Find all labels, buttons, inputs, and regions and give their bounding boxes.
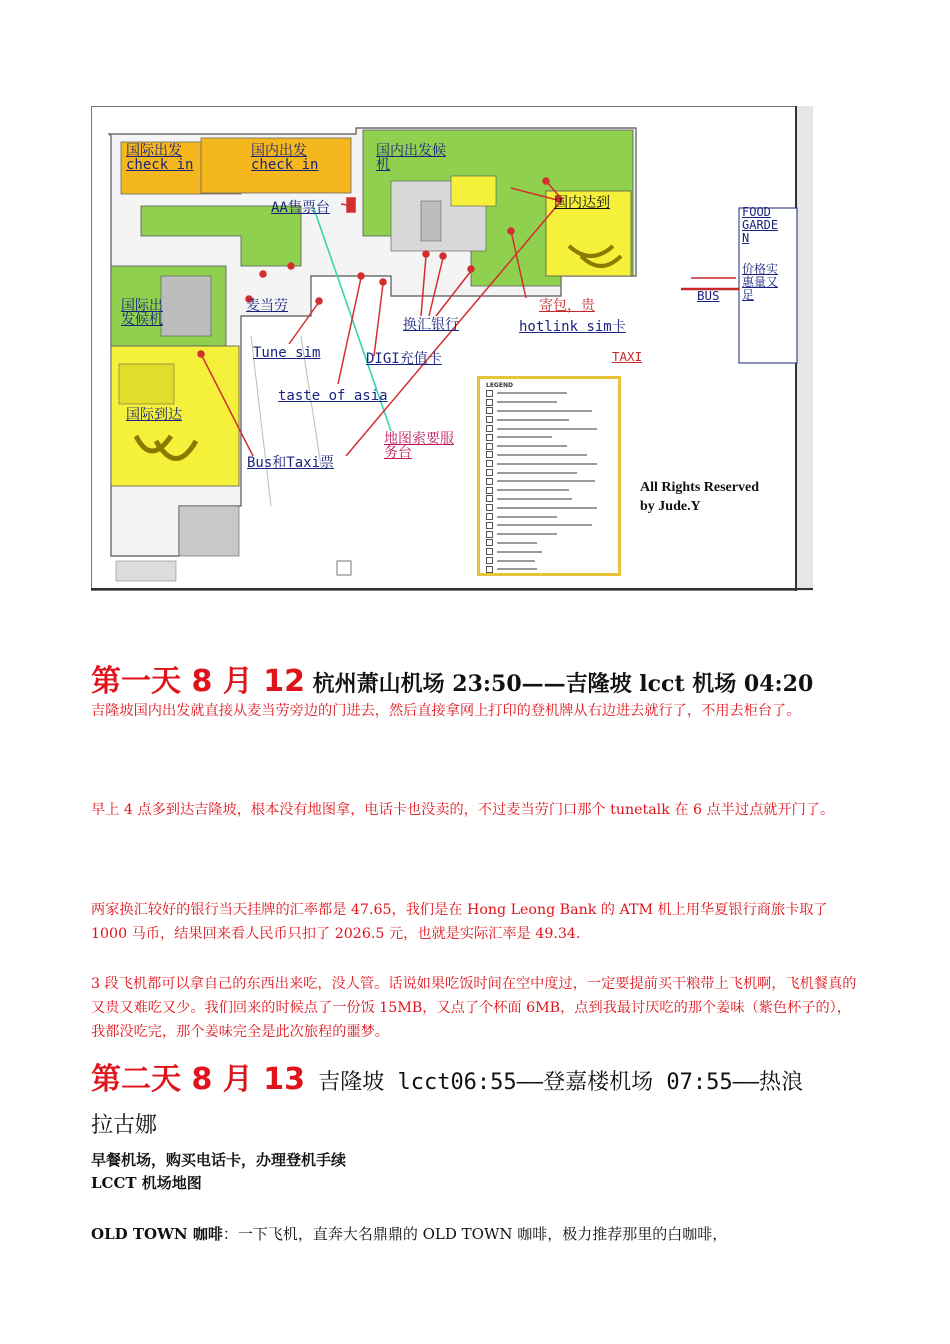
label-mcd: 麦当劳 — [246, 298, 288, 314]
day2-title-big: 第二天 8 月 13 — [91, 1062, 305, 1097]
label-dom-checkin: 国内出发 check in — [251, 143, 319, 173]
day1-heading — [91, 656, 813, 700]
day1-paragraph-2: 早上 4 点多到达吉隆坡，根本没有地图拿，电话卡也没卖的，不过麦当劳门口那个 tunetalk 在 6 点半过点就开门了。 — [91, 802, 835, 818]
old-town-label: OLD TOWN 咖啡 — [91, 1225, 223, 1243]
day2-title-route: 吉隆坡 lcct06:55——登嘉楼机场 07:55——热浪 — [304, 1070, 804, 1095]
day2-heading-wrap — [91, 1108, 157, 1139]
map-legend — [477, 376, 621, 576]
label-bus-taxi: Bus和Taxi票 — [247, 455, 335, 471]
label-bus: BUS — [697, 288, 720, 303]
day2-bold-line-1: 早餐机场，购买电话卡，办理登机手续 — [91, 1151, 347, 1169]
copyright-note: All Rights Reserved by Jude.Y — [640, 480, 759, 514]
label-taste-asia: taste of asia — [278, 388, 388, 404]
day2-old-town-paragraph — [91, 1222, 871, 1246]
label-dom-arrival: 国内达到 — [554, 195, 610, 211]
label-hotlink: hotlink sim卡 — [519, 319, 626, 335]
label-tune-sim: Tune sim — [253, 345, 321, 361]
day2-title-wrap: 拉古娜 — [91, 1113, 158, 1138]
day1-title-route: 杭州萧山机场 23:50——吉隆坡 lcct 机场 04:20 — [304, 671, 814, 697]
day1-paragraph-3: 两家换汇较好的银行当天挂牌的汇率都是 47.65，我们是在 Hong Leong Bank 的 ATM 机上用华夏银行商旅卡取了 1000 马币，结果回来看人民币只扣了 2026.5 元，也就是实际汇率是 49.34. — [91, 902, 828, 942]
day1-paragraph-1: 吉隆坡国内出发就直接从麦当劳旁边的门进去，然后直接拿网上打印的登机牌从右边进去就行了，不用去柜台了。 — [91, 703, 801, 719]
day2-heading — [91, 1054, 803, 1098]
map-drawing — [91, 106, 813, 591]
label-intl-checkin: 国际出发 check in — [126, 143, 194, 173]
label-luggage: 寄包，贵 — [539, 298, 595, 314]
label-food-garden: FOOD GARDE N — [742, 205, 779, 245]
label-intl-departure-hall: 国际出 发候机 — [121, 298, 163, 328]
lcct-airport-map — [91, 106, 813, 591]
label-digi: DIGI充值卡 — [366, 351, 442, 367]
day2-bold-line-2: LCCT 机场地图 — [91, 1174, 202, 1192]
label-aa-ticket: AA售票台 — [271, 200, 330, 216]
label-dom-departure-hall: 国内出发候 机 — [376, 143, 446, 173]
label-food-note: 价格实 惠量又 足 — [742, 262, 779, 302]
old-town-text: ：一下飞机，直奔大名鼎鼎的 OLD TOWN 咖啡，极力推荐那里的白咖啡， — [222, 1225, 728, 1243]
day1-paragraph-4: 3 段飞机都可以拿自己的东西出来吃，没人管。话说如果吃饭时间在空中度过，一定要提前买干粮带上飞机啊，飞机餐真的又贵又难吃又少。我们回来的时候点了一份饭 15MB，又点了个杯面 6MB，点到我最讨厌吃的那个姜味（紫色杯子的），我都没吃完，那个姜味完全是此次旅程的噩梦。 — [91, 976, 857, 1040]
day1-title-big: 第一天 8 月 12 — [91, 664, 305, 699]
label-intl-arrival: 国际到达 — [126, 407, 182, 423]
label-exchange: 换汇银行 — [403, 317, 459, 333]
legend-header: LEGEND — [486, 382, 513, 389]
label-taxi: TAXI — [612, 349, 643, 364]
label-map-counter: 地图索要服 务台 — [384, 431, 454, 461]
